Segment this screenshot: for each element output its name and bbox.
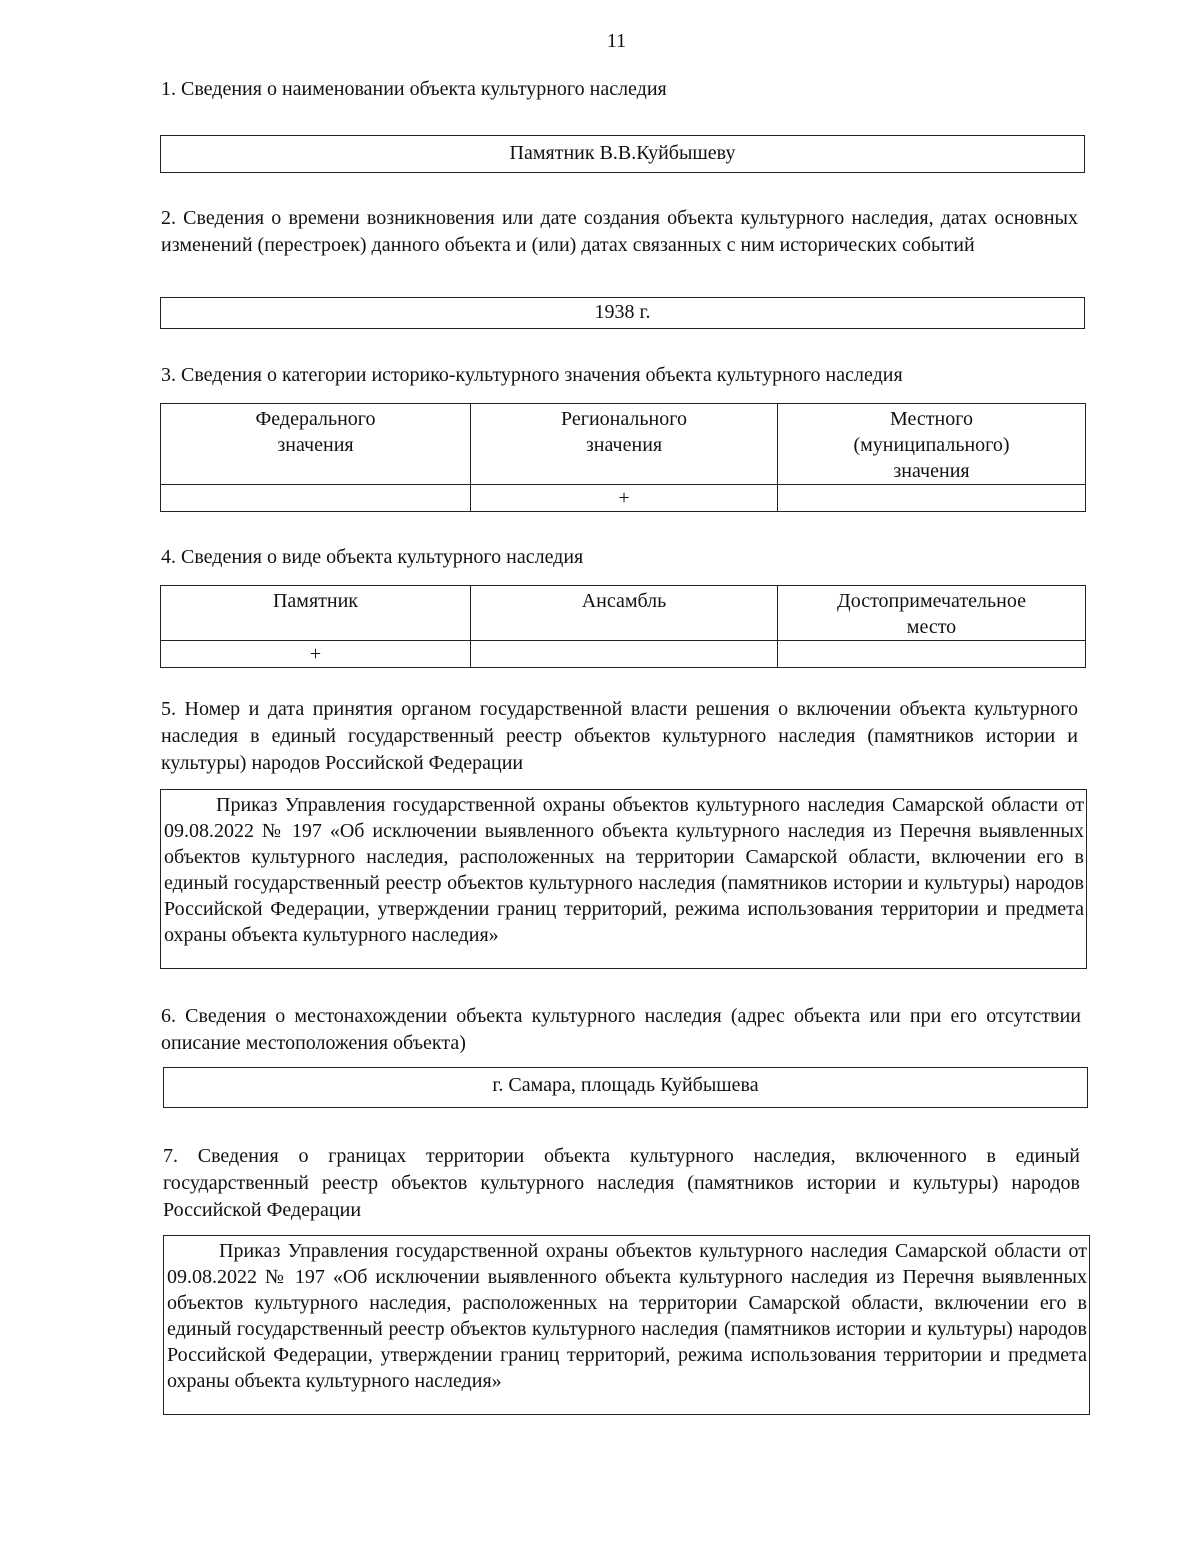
object-type-monument-label: Памятник (272, 590, 359, 612)
section-2-heading: 2. Сведения о времени возникновения или дате создания объекта культурного наследия, датах основных изменений (перестроек) данного объекта и (или) датах связанных с ним исторических событий (161, 207, 1078, 256)
object-type-monument-header (161, 586, 471, 641)
category-federal-mark (161, 485, 471, 512)
section-6-heading: 6. Сведения о местонахождении объекта культурного наследия (адрес объекта или при его отсутствии описание местоположения объекта) (161, 1005, 1081, 1054)
object-type-landmark-label: Достопримечательное место (837, 590, 1026, 638)
category-federal-header (161, 404, 471, 485)
boundaries-order-text: Приказ Управления государственной охраны объектов культурного наследия Самарской области от 09.08.2022 № 197 «Об исключении выявленного объекта культурного наследия из Перечня выявленных объектов культурного наследия, расположенных на территории Самарской области, включении его в единый государственный реестр объектов культурного наследия (памятников истории и культуры) народов Российской Федерации, утверждении границ территорий, режима использования территории и предмета охраны объекта культурного наследия» (167, 1240, 1087, 1392)
object-type-landmark-mark (778, 641, 1086, 668)
section-6-address-box (163, 1067, 1088, 1108)
section-7-order-box (163, 1235, 1090, 1415)
object-type-mark-row (161, 641, 1086, 668)
object-type-monument-mark: + (161, 641, 471, 668)
creation-date: 1938 г. (594, 301, 651, 323)
section-4-heading: 4. Сведения о виде объекта культурного наследия (161, 546, 584, 568)
object-type-ensemble-label: Ансамбль (581, 590, 667, 612)
section-3-heading: 3. Сведения о категории историко-культурного значения объекта культурного наследия (161, 364, 903, 386)
section-5-heading: 5. Номер и дата принятия органом государственной власти решения о включении объекта культурного наследия в единый государственный реестр объектов культурного наследия (памятников истории и культуры) народов Российской Федерации (161, 698, 1078, 774)
category-local-mark (778, 485, 1086, 512)
object-name: Памятник В.В.Куйбышеву (509, 142, 736, 164)
section-1-name-box (160, 135, 1085, 173)
section-1-heading: 1. Сведения о наименовании объекта культурного наследия (161, 78, 667, 100)
page-number: 11 (606, 30, 627, 52)
object-type-landmark-header (778, 586, 1086, 641)
category-local-label: Местного (муниципального) значения (853, 408, 1010, 482)
category-header-row (161, 404, 1086, 485)
category-local-header (778, 404, 1086, 485)
category-regional-label: Регионального значения (561, 408, 687, 456)
category-mark-row (161, 485, 1086, 512)
category-table (160, 403, 1086, 512)
category-regional-header (471, 404, 778, 485)
section-2-date-box (160, 297, 1085, 329)
object-type-ensemble-mark (471, 641, 778, 668)
registry-order-text: Приказ Управления государственной охраны объектов культурного наследия Самарской области от 09.08.2022 № 197 «Об исключении выявленного объекта культурного наследия из Перечня выявленных объектов культурного наследия, расположенных на территории Самарской области, включении его в единый государственный реестр объектов культурного наследия (памятников истории и культуры) народов Российской Федерации, утверждении границ территорий, режима использования территории и предмета охраны объекта культурного наследия» (164, 794, 1084, 946)
object-type-ensemble-header (471, 586, 778, 641)
object-type-table (160, 585, 1086, 668)
section-5-order-box (160, 789, 1087, 969)
object-type-header-row (161, 586, 1086, 641)
section-7-heading: 7. Сведения о границах территории объекта культурного наследия, включенного в единый государственный реестр объектов культурного наследия (памятников истории и культуры) народов Российской Федерации (163, 1145, 1080, 1221)
category-federal-label: Федерального значения (255, 408, 376, 456)
category-regional-mark: + (471, 485, 778, 512)
object-address: г. Самара, площадь Куйбышева (492, 1074, 759, 1096)
